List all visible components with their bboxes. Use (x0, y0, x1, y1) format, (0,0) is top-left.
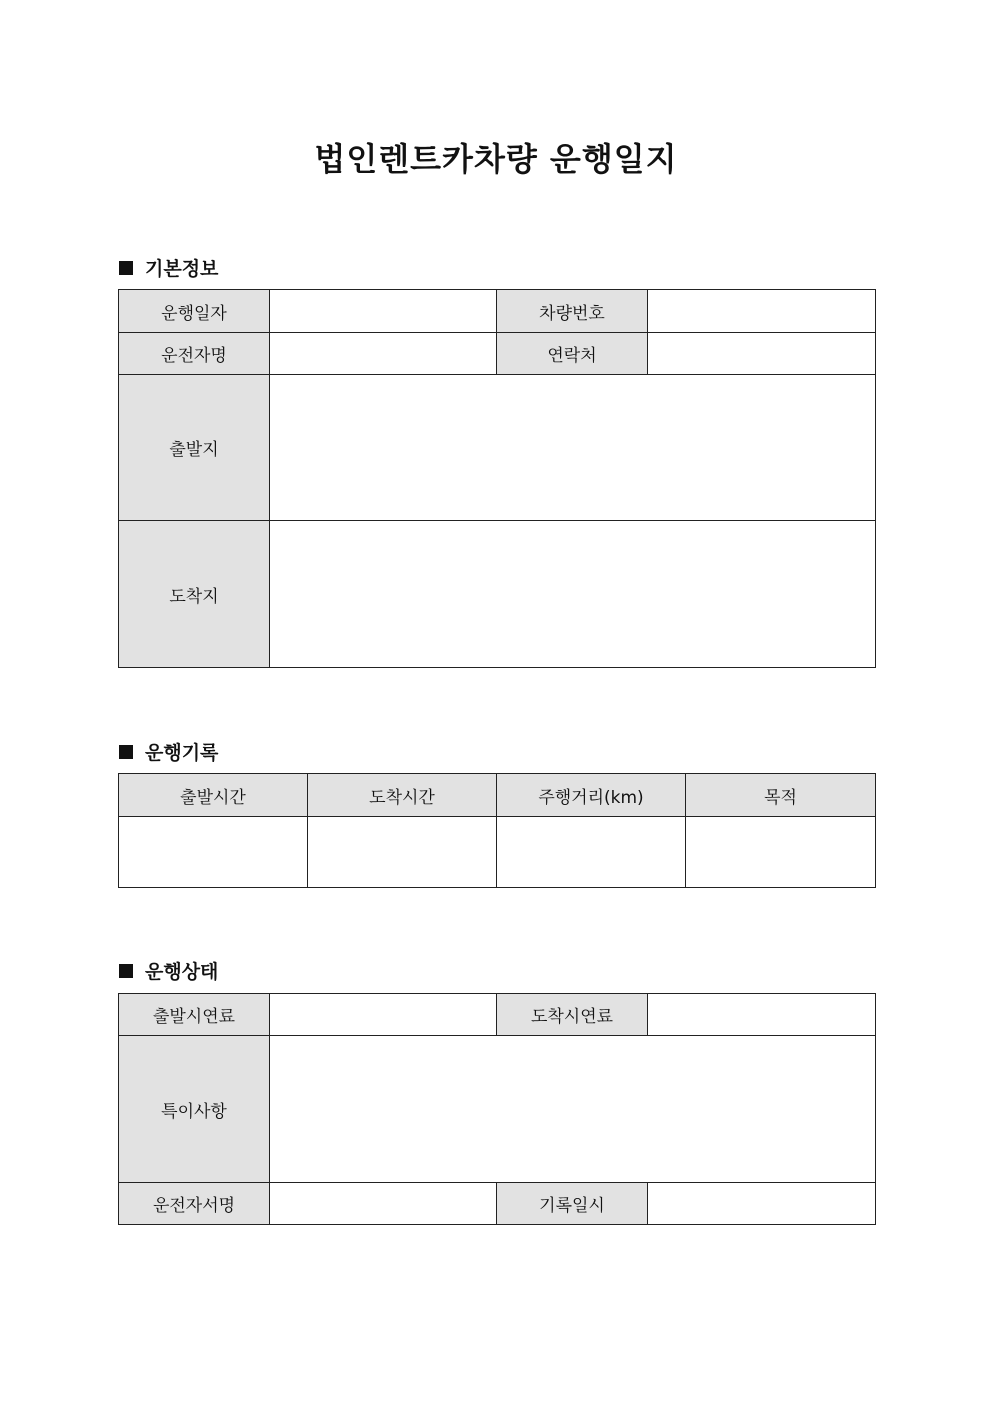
section-heading-status (119, 957, 218, 984)
table-header-row (119, 774, 876, 817)
table-row (119, 333, 876, 375)
square-bullet-icon (119, 261, 133, 275)
table-row (119, 817, 876, 888)
label-vehicle-no: 차량번호 (497, 290, 648, 333)
table-row (119, 994, 876, 1036)
contact-field[interactable] (648, 333, 876, 375)
purpose-field[interactable] (686, 817, 876, 888)
fuel-arrival-field[interactable] (648, 994, 876, 1036)
square-bullet-icon (119, 745, 133, 759)
section-heading-record-label: 운행기록 (145, 742, 219, 764)
table-row (119, 290, 876, 333)
column-header-purpose: 목적 (686, 774, 876, 817)
column-header-departure-time: 출발시간 (119, 774, 308, 817)
distance-field[interactable] (497, 817, 686, 888)
label-fuel-arrival: 도착시연료 (497, 994, 648, 1036)
label-fuel-departure: 출발시연료 (119, 994, 270, 1036)
section-heading-status-label: 운행상태 (145, 961, 219, 983)
label-signature: 운전자서명 (119, 1183, 270, 1225)
column-header-distance: 주행거리(km) (497, 774, 686, 817)
label-date: 운행일자 (119, 290, 270, 333)
table-row (119, 1183, 876, 1225)
label-departure: 출발지 (119, 375, 270, 521)
driver-field[interactable] (270, 333, 497, 375)
status-table (118, 993, 876, 1225)
basic-info-table (118, 289, 876, 668)
table-row (119, 1036, 876, 1183)
date-field[interactable] (270, 290, 497, 333)
label-contact: 연락처 (497, 333, 648, 375)
table-row (119, 521, 876, 668)
signature-field[interactable] (270, 1183, 497, 1225)
record-table (118, 773, 876, 888)
section-heading-basic (119, 254, 218, 281)
label-driver: 운전자명 (119, 333, 270, 375)
page-title: 법인렌트카차량 운행일지 (314, 140, 678, 178)
label-record-time: 기록일시 (497, 1183, 648, 1225)
arrival-time-field[interactable] (308, 817, 497, 888)
vehicle-no-field[interactable] (648, 290, 876, 333)
arrival-field[interactable] (270, 521, 876, 668)
square-bullet-icon (119, 964, 133, 978)
column-header-arrival-time: 도착시간 (308, 774, 497, 817)
label-arrival: 도착지 (119, 521, 270, 668)
fuel-departure-field[interactable] (270, 994, 497, 1036)
departure-field[interactable] (270, 375, 876, 521)
label-remarks: 특이사항 (119, 1036, 270, 1183)
table-row (119, 375, 876, 521)
section-heading-basic-label: 기본정보 (145, 258, 219, 280)
record-time-field[interactable] (648, 1183, 876, 1225)
section-heading-record (119, 738, 218, 765)
remarks-field[interactable] (270, 1036, 876, 1183)
departure-time-field[interactable] (119, 817, 308, 888)
